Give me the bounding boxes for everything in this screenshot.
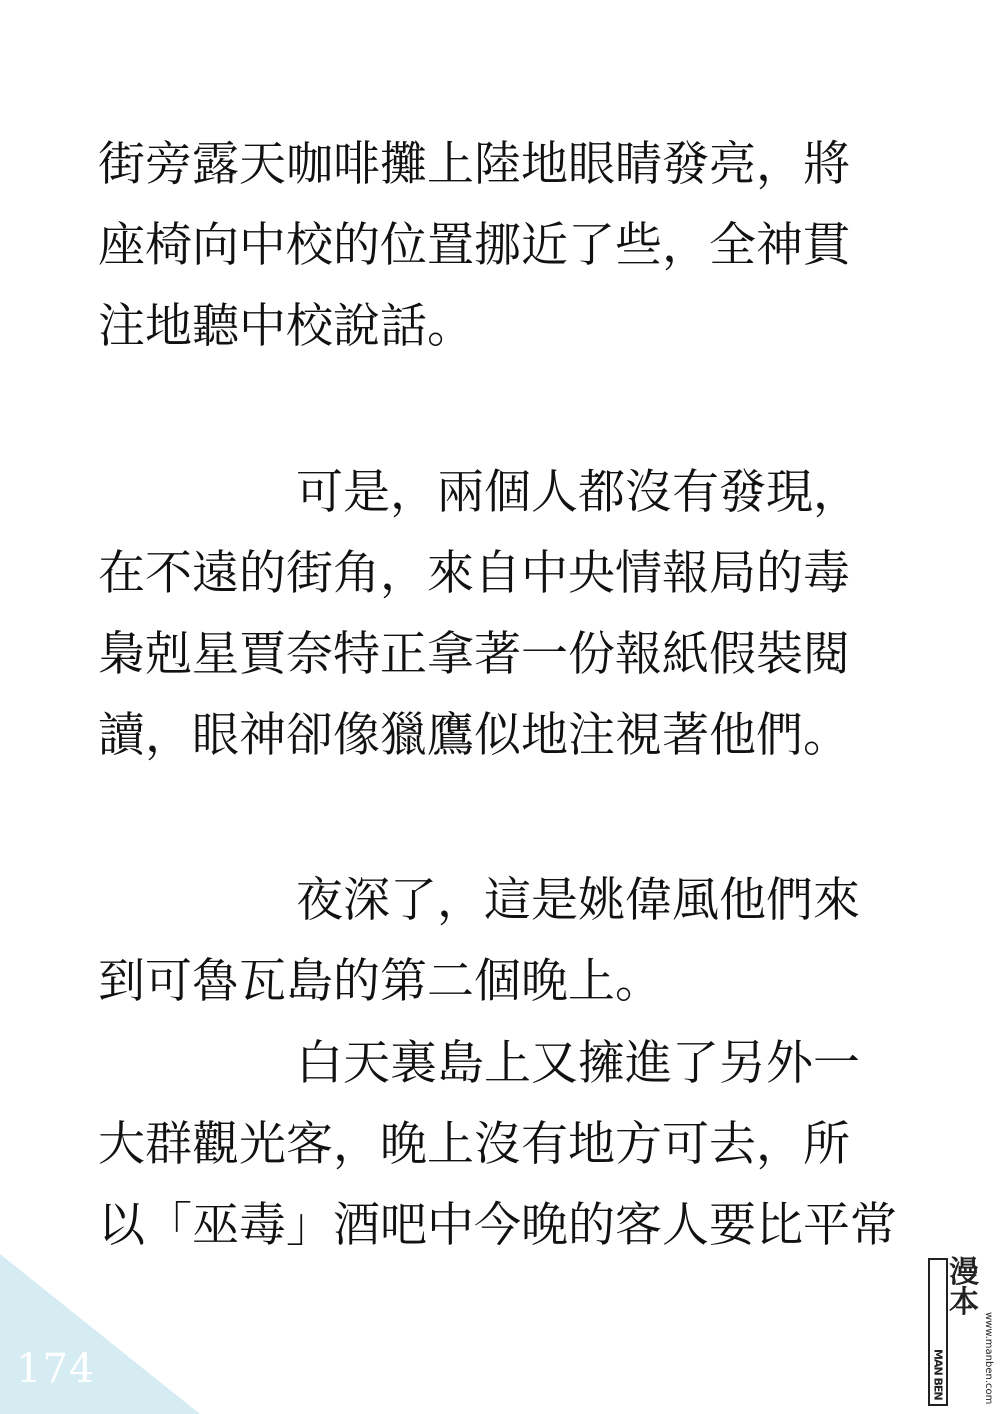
text-line: 到可魯瓦島的第二個晚上。 xyxy=(98,954,662,1009)
watermark-url: www.manben.com xyxy=(983,1311,994,1404)
text-line: 可是，兩個人都沒有發現， xyxy=(296,465,860,520)
paragraph-4 xyxy=(98,1023,898,1266)
text-line: 街旁露天咖啡攤上陸地眼睛發亮，將 xyxy=(98,137,850,192)
paragraph-3 xyxy=(98,860,898,1022)
watermark-logo-glyphs xyxy=(949,1255,979,1406)
watermark-box xyxy=(928,1258,948,1406)
text-line: 大群觀光客，晚上沒有地方可去，所 xyxy=(98,1117,850,1172)
text-line: 夜深了，這是姚偉風他們來 xyxy=(296,873,860,928)
text-line: 以「巫毒」酒吧中今晚的客人要比平常 xyxy=(98,1198,897,1253)
paragraph-1 xyxy=(98,124,898,367)
watermark-logo xyxy=(928,1256,994,1406)
text-line: 在不遠的街角，來自中央情報局的毒 xyxy=(98,546,850,601)
text-line: 讀，眼神卻像獵鷹似地注視著他們。 xyxy=(98,708,850,763)
text-line: 注地聽中校說話。 xyxy=(98,299,474,354)
watermark-box-text: MAN BEN xyxy=(931,1349,945,1400)
text-line: 梟剋星賈奈特正拿著一份報紙假裝閱 xyxy=(98,627,850,682)
text-line: 座椅向中校的位置挪近了些，全神貫 xyxy=(98,218,850,273)
paragraph-2 xyxy=(98,452,898,776)
watermark-logo-text: 漫本 xyxy=(949,1255,979,1320)
page-number: 174 xyxy=(16,1346,96,1392)
text-line: 白天裏島上又擁進了另外一 xyxy=(296,1036,860,1091)
